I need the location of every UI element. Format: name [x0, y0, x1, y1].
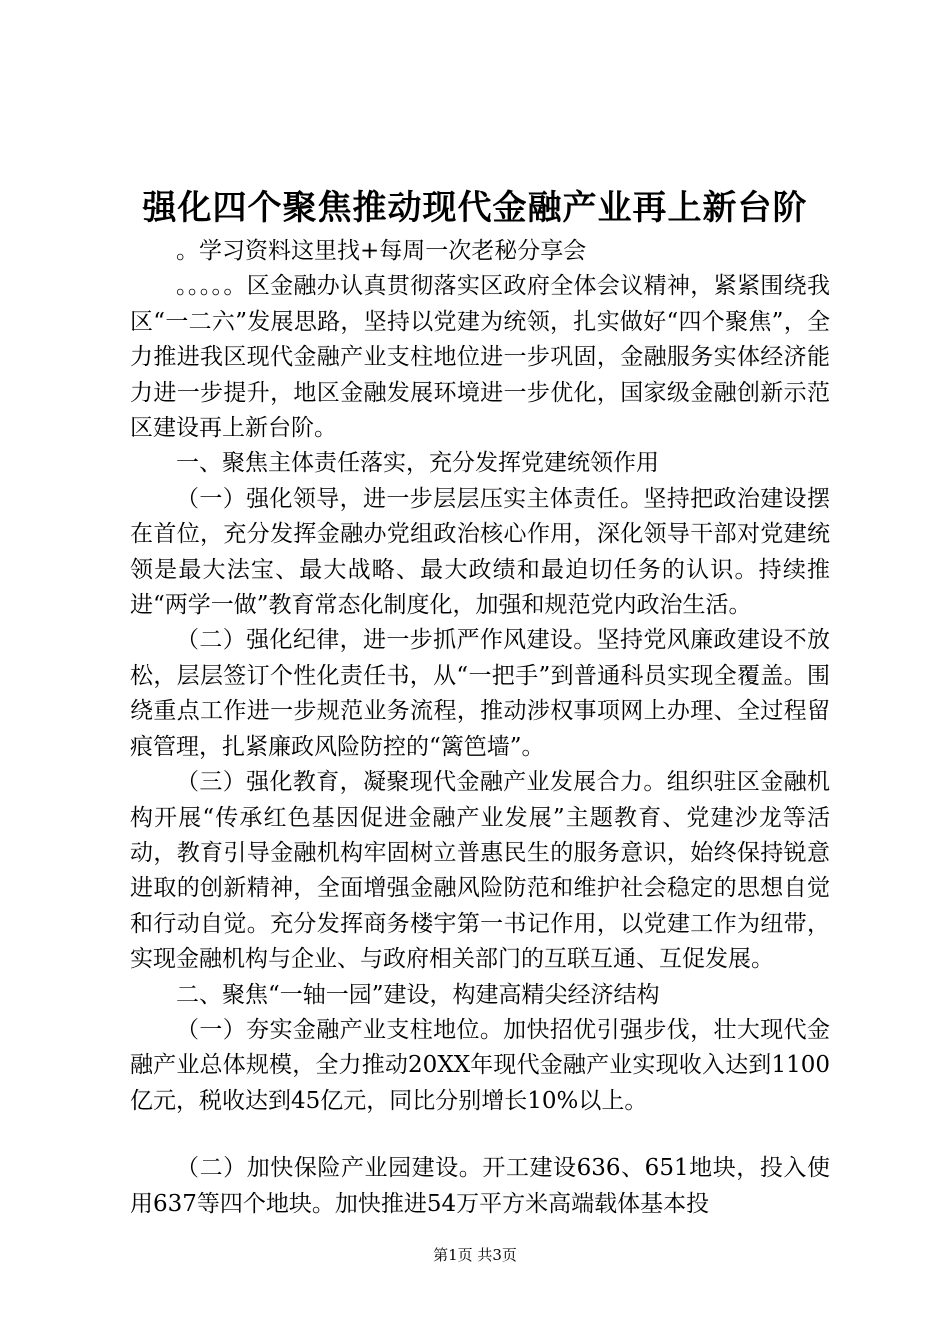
paragraph-gap	[130, 1119, 830, 1151]
section-heading-2: 二、聚焦“一轴一园”建设，构建高精尖经济结构	[176, 981, 660, 1008]
paragraph-1-3: （三）强化教育，凝聚现代金融产业发展合力。组织驻区金融机构开展“传承红色基因促进金融产业发展”主题教育、党建沙龙等活动，教育引导金融机构牢固树立普惠民生的服务意识，始终保持锐意进取的创新精神，全面增强金融风险防范和维护社会稳定的思想自觉和行动自觉。充分发挥商务楼宇第一书记作用，以党建工作为纽带，实现金融机构与企业、与政府相关部门的互联互通、互促发展。	[130, 769, 830, 973]
paragraph-2-2: （二）加快保险产业园建设。开工建设636、651地块，投入使用637等四个地块。加快推进54万平方米高端载体基本投	[130, 1155, 830, 1217]
paragraph-1-2: （二）强化纪律，进一步抓严作风建设。坚持党风廉政建设不放松，层层签订个性化责任书，从“一把手”到普通科员实现全覆盖。围绕重点工作进一步规范业务流程，推动涉权事项网上办理、全过程留痕管理，扎紧廉政风险防控的“篱笆墙”。	[130, 627, 830, 760]
paragraph-1-1: （一）强化领导，进一步层层压实主体责任。坚持把政治建设摆在首位，充分发挥金融办党组政治核心作用，深化领导干部对党建统领是最大法宝、最大战略、最大政绩和最迫切任务的认识。持续推进“两学一做”教育常态化制度化，加强和规范党内政治生活。	[130, 485, 830, 619]
paragraph-opening: 。。。。。区金融办认真贯彻落实区政府全体会议精神，紧紧围绕我区“一二六”发展思路，坚持以党建为统领，扎实做好“四个聚焦”，全力推进我区现代金融产业支柱地位进一步巩固，金融服务实体经济能力进一步提升，地区金融发展环境进一步优化，国家级金融创新示范区建设再上新台阶。	[130, 273, 830, 442]
document-body	[130, 234, 830, 1222]
paragraph-intro-note: 。学习资料这里找+每周一次老秘分享会	[176, 238, 587, 264]
page-footer: 第1页 共3页	[433, 1246, 517, 1264]
paragraph-2-1: （一）夯实金融产业支柱地位。加快招优引强步伐，壮大现代金融产业总体规模，全力推动20XX年现代金融产业实现收入达到1100亿元，税收达到45亿元，同比分别增长10%以上。	[130, 1016, 830, 1114]
section-heading-1: 一、聚焦主体责任落实，充分发挥党建统领作用	[176, 450, 659, 477]
document-title: 强化四个聚焦推动现代金融产业再上新台阶	[142, 188, 808, 228]
